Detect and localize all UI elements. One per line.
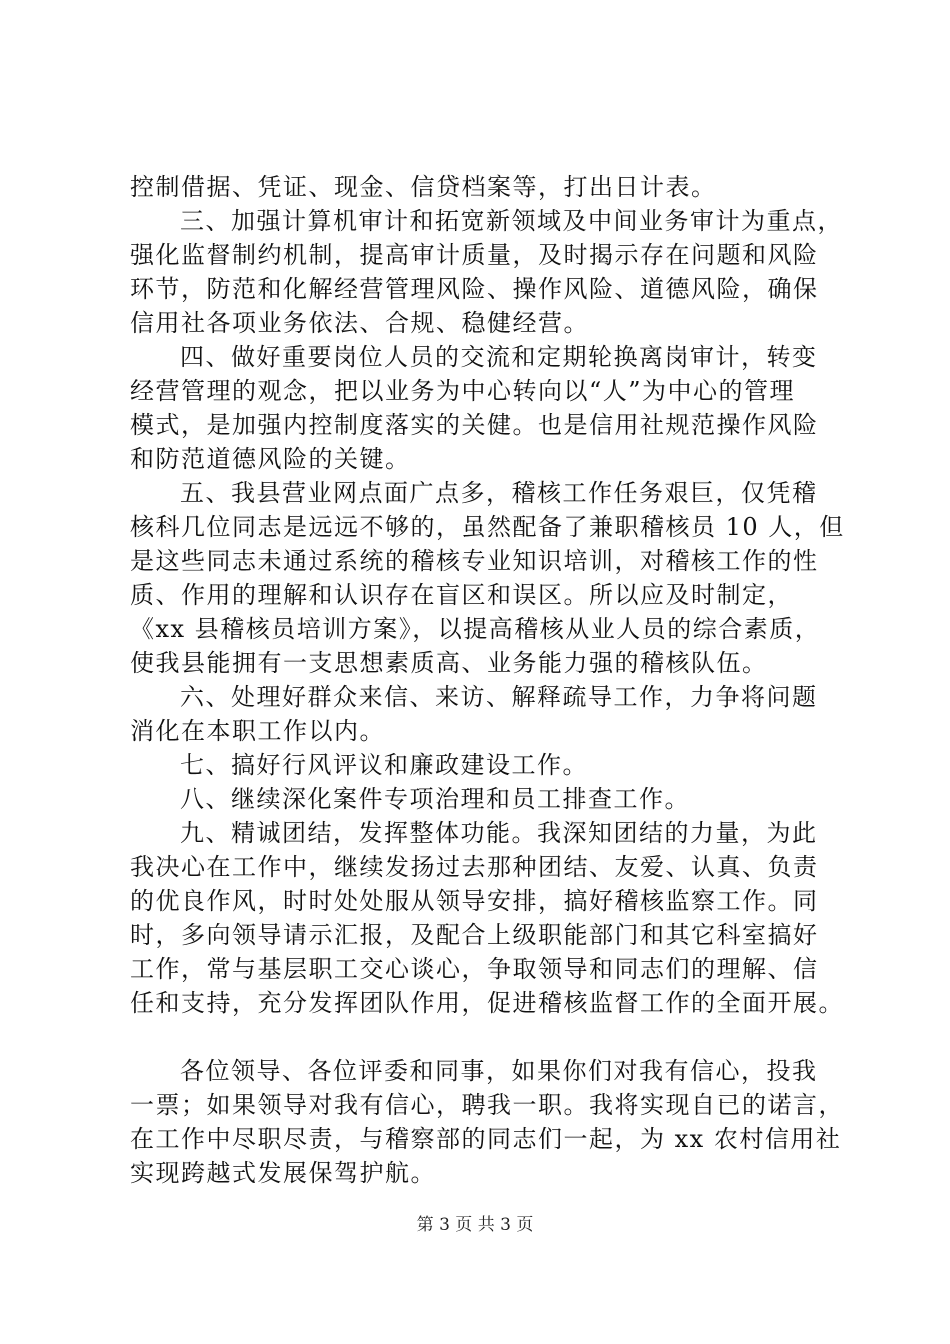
text-line: 在工作中尽职尽责，与稽察部的同志们一起，为 xx 农村信用社 [130,1125,842,1153]
text-line: 控制借据、凭证、现金、信贷档案等，打出日计表。 [130,173,717,201]
text-line: 各位领导、各位评委和同事，如果你们对我有信心，投我 [180,1057,818,1085]
text-line: 任和支持，充分发挥团队作用，促进稽核监督工作的全面开展。 [130,989,844,1017]
text-line: 环节，防范和化解经营管理风险、操作风险、道德风险，确保 [130,275,819,303]
text-line: 信用社各项业务依法、合规、稳健经营。 [130,309,589,337]
text-line: 九、精诚团结，发挥整体功能。我深知团结的力量，为此 [180,819,818,847]
paragraph [130,170,820,204]
text-line: 是这些同志未通过系统的稽核专业知识培训，对稽核工作的性 [130,547,819,575]
paragraph [130,340,820,476]
paragraph [130,476,845,680]
text-line: 时，多向领导请示汇报，及配合上级职能部门和其它科室搞好 [130,921,819,949]
text-line: 使我县能拥有一支思想素质高、业务能力强的稽核队伍。 [130,649,768,677]
text-line: 消化在本职工作以内。 [130,717,385,745]
paragraph-gap [130,1020,820,1054]
text-line: 《xx 县稽核员培训方案》，以提高稽核从业人员的综合素质， [130,615,821,643]
text-line: 我决心在工作中，继续发扬过去那种团结、友爱、认真、负责 [130,853,819,881]
text-line: 质、作用的理解和认识存在盲区和误区。所以应及时制定， [130,581,793,609]
paragraph [130,748,820,782]
paragraph [130,680,820,748]
text-line: 实现跨越式发展保驾护航。 [130,1159,436,1187]
text-line: 一票；如果领导对我有信心，聘我一职。我将实现自已的诺言， [130,1091,844,1119]
text-line: 六、处理好群众来信、来访、解释疏导工作，力争将问题 [180,683,818,711]
text-line: 和防范道德风险的关键。 [130,445,411,473]
text-line: 五、我县营业网点面广点多，稽核工作任务艰巨，仅凭稽 [180,479,818,507]
text-line: 八、继续深化案件专项治理和员工排查工作。 [180,785,690,813]
text-line: 模式，是加强内控制度落实的关健。也是信用社规范操作风险 [130,411,819,439]
text-line: 四、做好重要岗位人员的交流和定期轮换离岗审计，转变 [180,343,818,371]
text-line: 经营管理的观念，把以业务为中心转向以“人”为中心的管理 [130,377,796,405]
page-footer: 第 3 页 共 3 页 [416,1215,534,1235]
paragraph [130,1054,844,1190]
text-line: 七、搞好行风评议和廉政建设工作。 [180,751,588,779]
text-line: 三、加强计算机审计和拓宽新领域及中间业务审计为重点， [180,207,843,235]
text-line: 强化监督制约机制，提高审计质量，及时揭示存在问题和风险 [130,241,819,269]
text-line: 核科几位同志是远远不够的，虽然配备了兼职稽核员 10 人，但 [130,513,845,541]
paragraph [130,816,844,1020]
document-body [130,170,845,1190]
paragraph [130,782,820,816]
paragraph [130,204,843,340]
text-line: 工作，常与基层职工交心谈心，争取领导和同志们的理解、信 [130,955,819,983]
text-line: 的优良作风，时时处处服从领导安排，搞好稽核监察工作。同 [130,887,819,915]
